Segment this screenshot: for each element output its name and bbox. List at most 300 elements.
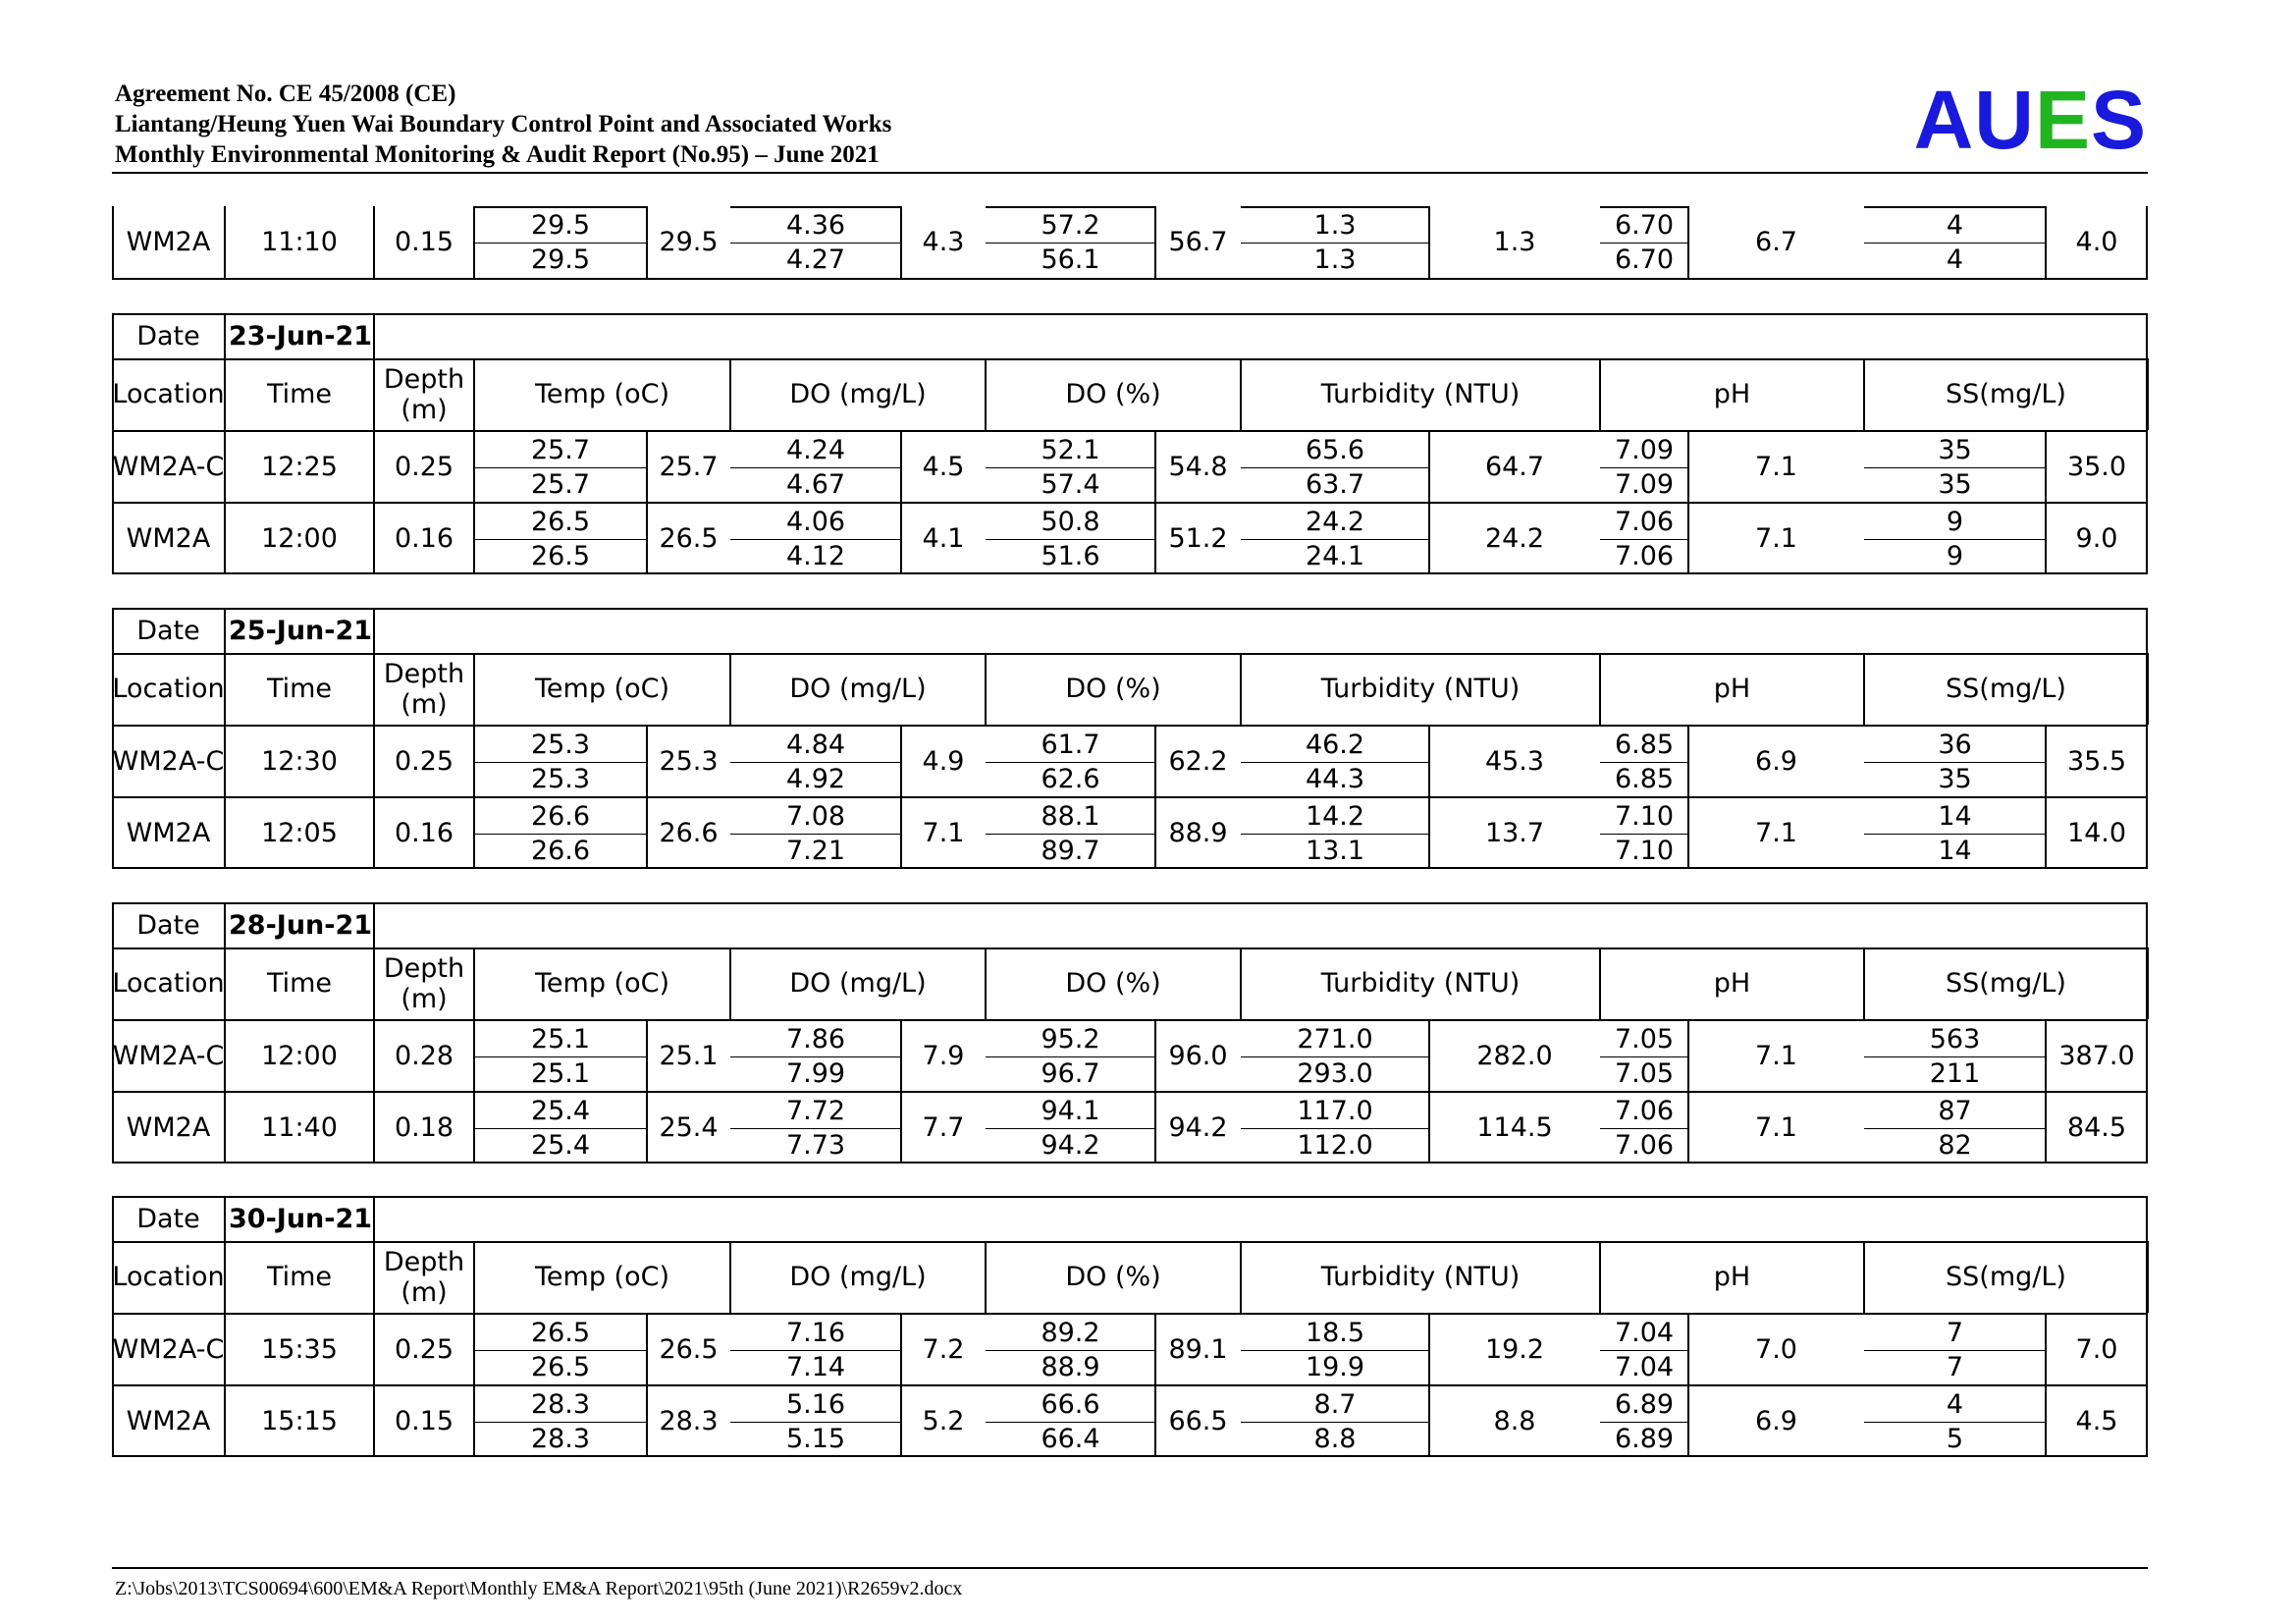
project-title: Liantang/Heung Yuen Wai Boundary Control Point and Associated Works xyxy=(115,111,892,137)
grid-line xyxy=(473,653,475,725)
grid-line xyxy=(1241,1056,1429,1057)
grid-line xyxy=(474,834,647,835)
ss-reading-1: 4 xyxy=(1946,210,1964,241)
turbidity-header: Turbidity (NTU) xyxy=(1320,1262,1521,1292)
temp-reading-2: 28.3 xyxy=(530,1424,591,1454)
temp-reading-1: 25.7 xyxy=(530,435,591,465)
header-rule xyxy=(112,172,2148,174)
grid-line xyxy=(1687,726,1689,797)
temp-header: Temp (oC) xyxy=(535,1262,669,1292)
location-header: Location xyxy=(112,968,225,999)
grid-line xyxy=(224,503,226,574)
grid-line xyxy=(2045,431,2047,503)
depth-header xyxy=(374,358,474,430)
do_mgl-reading-2: 7.99 xyxy=(785,1058,846,1089)
grid-line xyxy=(900,431,902,503)
page-header xyxy=(115,74,2147,172)
time-header: Time xyxy=(266,674,333,704)
depth-header-line1: Depth xyxy=(383,658,465,689)
ph-reading-1: 6.70 xyxy=(1614,210,1675,241)
temp-average: 25.3 xyxy=(659,746,719,777)
ph-reading-1: 7.10 xyxy=(1614,801,1675,832)
grid-line xyxy=(2045,726,2047,797)
grid-line xyxy=(646,1092,648,1164)
depth-cell: 0.15 xyxy=(394,227,454,257)
ss-average: 14.0 xyxy=(2066,818,2127,848)
grid-line xyxy=(986,1350,1155,1351)
grid-line xyxy=(1428,1020,1430,1092)
turbidity-header: Turbidity (NTU) xyxy=(1320,968,1521,999)
do_pct-average: 56.7 xyxy=(1168,227,1228,257)
grid-line xyxy=(1600,467,1688,468)
ph-reading-2: 6.89 xyxy=(1614,1424,1675,1454)
date-label: Date xyxy=(136,909,200,941)
grid-line xyxy=(1864,834,2046,835)
do_pct-header: DO (%) xyxy=(1065,968,1161,999)
grid-line xyxy=(1154,726,1156,797)
ph-reading-1: 7.05 xyxy=(1614,1024,1675,1055)
depth-header xyxy=(374,1241,474,1313)
temp-average: 26.6 xyxy=(659,818,719,848)
grid-line xyxy=(1154,206,1156,278)
grid-line xyxy=(900,1092,902,1164)
grid-line xyxy=(373,1092,375,1164)
date-value: 23-Jun-21 xyxy=(229,320,373,352)
turbidity-reading-2: 1.3 xyxy=(1313,244,1357,275)
grid-line xyxy=(224,608,226,653)
do_pct-reading-2: 88.9 xyxy=(1041,1352,1100,1382)
grid-line xyxy=(1600,539,1688,540)
grid-line xyxy=(224,1020,226,1092)
grid-line xyxy=(1864,539,2046,540)
turbidity-average: 45.3 xyxy=(1484,746,1545,777)
grid-line xyxy=(1428,503,1430,574)
do_mgl-reading-2: 7.21 xyxy=(785,836,846,866)
grid-line xyxy=(1241,1128,1429,1129)
depth-cell: 0.15 xyxy=(394,1406,454,1436)
ss-reading-2: 7 xyxy=(1946,1352,1964,1382)
grid-line xyxy=(986,539,1155,540)
location-header: Location xyxy=(112,1262,225,1292)
temp-reading-1: 25.4 xyxy=(530,1096,591,1126)
grid-line xyxy=(900,503,902,574)
time-cell: 12:05 xyxy=(261,818,338,848)
grid-line xyxy=(1428,206,1430,278)
temp-reading-1: 26.6 xyxy=(530,801,591,832)
turbidity-header: Turbidity (NTU) xyxy=(1320,674,1521,704)
grid-line xyxy=(986,1422,1155,1423)
ss-header: SS(mg/L) xyxy=(1946,1262,2066,1292)
depth-cell: 0.25 xyxy=(394,746,454,777)
grid-line xyxy=(373,726,375,797)
location-header: Location xyxy=(112,379,225,409)
depth-header xyxy=(374,947,474,1019)
grid-line xyxy=(474,539,647,540)
turbidity-average: 114.5 xyxy=(1476,1112,1553,1143)
header-text-block xyxy=(115,79,891,170)
do_mgl-reading-1: 7.86 xyxy=(785,1024,846,1055)
temp-reading-1: 25.1 xyxy=(530,1024,591,1055)
grid-line xyxy=(1241,834,1429,835)
grid-line xyxy=(1864,206,2046,208)
turbidity-average: 1.3 xyxy=(1493,227,1536,257)
grid-line xyxy=(730,834,901,835)
grid-line xyxy=(373,1385,375,1457)
ph-average: 7.1 xyxy=(1755,818,1797,848)
temp-reading-1: 28.3 xyxy=(530,1389,591,1420)
grid-line xyxy=(2147,653,2149,725)
grid-line xyxy=(224,797,226,869)
grid-line xyxy=(224,358,226,430)
grid-line xyxy=(474,1422,647,1423)
depth-cell: 0.16 xyxy=(394,523,454,554)
grid-line xyxy=(473,726,475,797)
do_pct-reading-1: 52.1 xyxy=(1041,435,1100,465)
grid-line xyxy=(900,726,902,797)
ss-reading-2: 211 xyxy=(1929,1058,1981,1089)
turbidity-reading-2: 19.9 xyxy=(1305,1352,1365,1382)
temp-reading-2: 25.3 xyxy=(530,764,591,794)
do_mgl-header: DO (mg/L) xyxy=(789,1262,927,1292)
grid-line xyxy=(646,206,648,278)
ph-average: 6.9 xyxy=(1755,746,1797,777)
do_mgl-header: DO (mg/L) xyxy=(789,968,927,999)
turbidity-reading-1: 14.2 xyxy=(1305,801,1365,832)
grid-line xyxy=(900,1314,902,1385)
do_mgl-reading-2: 5.15 xyxy=(785,1424,846,1454)
grid-line xyxy=(2045,1385,2047,1457)
turbidity-average: 24.2 xyxy=(1484,523,1545,554)
grid-line xyxy=(1864,762,2046,763)
do_pct-reading-2: 51.6 xyxy=(1041,541,1100,571)
location-cell: WM2A xyxy=(126,523,211,554)
grid-line xyxy=(646,431,648,503)
do_mgl-average: 7.1 xyxy=(922,818,965,848)
do_pct-reading-2: 56.1 xyxy=(1041,244,1100,275)
ph-reading-2: 7.09 xyxy=(1614,469,1675,500)
grid-line xyxy=(1241,243,1429,244)
do_pct-average: 51.2 xyxy=(1168,523,1228,554)
grid-line xyxy=(1864,1056,2046,1057)
grid-line xyxy=(1864,1128,2046,1129)
time-cell: 15:15 xyxy=(261,1406,338,1436)
grid-line xyxy=(986,762,1155,763)
location-cell: WM2A-C xyxy=(112,1041,225,1071)
do_mgl-reading-2: 4.27 xyxy=(785,244,846,275)
ph-header: pH xyxy=(1713,1262,1751,1292)
grid-line xyxy=(1241,539,1429,540)
do_pct-reading-1: 57.2 xyxy=(1041,210,1100,241)
grid-line xyxy=(986,1056,1155,1057)
grid-line xyxy=(1428,726,1430,797)
grid-line xyxy=(1154,1314,1156,1385)
grid-line xyxy=(1600,1350,1688,1351)
turbidity-average: 19.2 xyxy=(1484,1334,1545,1365)
grid-line xyxy=(1600,1422,1688,1423)
continued-table xyxy=(112,206,2148,280)
ss-reading-1: 9 xyxy=(1946,507,1964,537)
footer-rule xyxy=(112,1567,2148,1569)
do_mgl-header: DO (mg/L) xyxy=(789,674,927,704)
turbidity-reading-2: 112.0 xyxy=(1297,1130,1373,1161)
do_pct-reading-1: 61.7 xyxy=(1041,730,1100,760)
grid-line xyxy=(473,1241,475,1313)
depth-cell: 0.18 xyxy=(394,1112,454,1143)
grid-line xyxy=(2045,797,2047,869)
ph-average: 6.9 xyxy=(1755,1406,1797,1436)
monitoring-table xyxy=(112,313,2148,574)
do_mgl-reading-2: 4.92 xyxy=(785,764,846,794)
do_pct-header: DO (%) xyxy=(1065,379,1161,409)
grid-line xyxy=(1687,503,1689,574)
ss-header: SS(mg/L) xyxy=(1946,968,2066,999)
ph-header: pH xyxy=(1713,379,1751,409)
temp-reading-1: 25.3 xyxy=(530,730,591,760)
ph-header: pH xyxy=(1713,674,1751,704)
grid-line xyxy=(1241,762,1429,763)
time-cell: 15:35 xyxy=(261,1334,338,1365)
grid-line xyxy=(373,947,375,1019)
do_pct-reading-2: 62.6 xyxy=(1041,764,1100,794)
grid-line xyxy=(224,431,226,503)
grid-line xyxy=(473,206,475,278)
logo-letter: E xyxy=(2034,74,2091,166)
ph-header: pH xyxy=(1713,968,1751,999)
do_mgl-reading-2: 4.67 xyxy=(785,469,846,500)
grid-line xyxy=(1687,431,1689,503)
ss-average: 35.5 xyxy=(2066,746,2127,777)
do_pct-reading-2: 94.2 xyxy=(1041,1130,1100,1161)
grid-line xyxy=(1428,431,1430,503)
grid-line xyxy=(1154,503,1156,574)
location-cell: WM2A-C xyxy=(112,1334,225,1365)
logo-letter: S xyxy=(2090,74,2147,166)
do_pct-header: DO (%) xyxy=(1065,674,1161,704)
temp-reading-2: 25.1 xyxy=(530,1058,591,1089)
do_pct-reading-1: 89.2 xyxy=(1041,1318,1100,1348)
depth-cell: 0.25 xyxy=(394,1334,454,1365)
grid-line xyxy=(1428,1314,1430,1385)
do_pct-reading-1: 50.8 xyxy=(1041,507,1100,537)
turbidity-reading-1: 117.0 xyxy=(1297,1096,1373,1126)
grid-line xyxy=(2045,1314,2047,1385)
location-header: Location xyxy=(112,674,225,704)
temp-header: Temp (oC) xyxy=(535,968,669,999)
grid-line xyxy=(2045,206,2047,278)
do_mgl-reading-2: 7.73 xyxy=(785,1130,846,1161)
grid-line xyxy=(1600,1128,1688,1129)
temp-reading-2: 26.6 xyxy=(530,836,591,866)
turbidity-reading-1: 1.3 xyxy=(1313,210,1357,241)
ph-average: 7.1 xyxy=(1755,1041,1797,1071)
time-cell: 12:00 xyxy=(261,523,338,554)
do_pct-average: 89.1 xyxy=(1168,1334,1228,1365)
grid-line xyxy=(373,1020,375,1092)
grid-line xyxy=(900,797,902,869)
grid-line xyxy=(986,243,1155,244)
grid-line xyxy=(986,1128,1155,1129)
turbidity-average: 282.0 xyxy=(1476,1041,1553,1071)
temp-average: 26.5 xyxy=(659,523,719,554)
do_pct-average: 66.5 xyxy=(1168,1406,1228,1436)
grid-line xyxy=(1864,243,2046,244)
grid-line xyxy=(730,467,901,468)
grid-line xyxy=(900,1020,902,1092)
grid-line xyxy=(986,206,1155,208)
do_pct-reading-2: 89.7 xyxy=(1041,836,1100,866)
grid-line xyxy=(373,1241,375,1313)
grid-line xyxy=(112,278,2148,280)
ss-reading-2: 9 xyxy=(1946,541,1964,571)
grid-line xyxy=(373,1196,375,1241)
turbidity-reading-1: 65.6 xyxy=(1305,435,1365,465)
ph-reading-2: 6.85 xyxy=(1614,764,1675,794)
grid-line xyxy=(1864,467,2046,468)
do_pct-average: 88.9 xyxy=(1168,818,1228,848)
do_mgl-average: 7.7 xyxy=(922,1112,965,1143)
do_pct-header: DO (%) xyxy=(1065,1262,1161,1292)
grid-line xyxy=(474,1350,647,1351)
ss-reading-2: 4 xyxy=(1946,244,1964,275)
depth-header-unit: (m) xyxy=(400,394,448,425)
grid-line xyxy=(730,243,901,244)
ph-average: 6.7 xyxy=(1755,227,1797,257)
ss-reading-1: 14 xyxy=(1938,801,1972,832)
grid-line xyxy=(2045,1092,2047,1164)
ph-reading-1: 7.06 xyxy=(1614,1096,1675,1126)
do_mgl-reading-1: 5.16 xyxy=(785,1389,846,1420)
ph-reading-2: 7.05 xyxy=(1614,1058,1675,1089)
ss-header: SS(mg/L) xyxy=(1946,379,2066,409)
do_pct-reading-1: 66.6 xyxy=(1041,1389,1100,1420)
grid-line xyxy=(2045,503,2047,574)
ss-reading-1: 563 xyxy=(1929,1024,1981,1055)
do_mgl-reading-1: 4.24 xyxy=(785,435,846,465)
report-title: Monthly Environmental Monitoring & Audit Report (No.95) – June 2021 xyxy=(115,141,880,168)
do_mgl-average: 4.3 xyxy=(922,227,965,257)
depth-cell: 0.25 xyxy=(394,452,454,482)
monitoring-table xyxy=(112,608,2148,869)
turbidity-reading-1: 18.5 xyxy=(1305,1318,1365,1348)
turbidity-header: Turbidity (NTU) xyxy=(1320,379,1521,409)
time-cell: 12:30 xyxy=(261,746,338,777)
grid-line xyxy=(646,726,648,797)
grid-line xyxy=(1600,834,1688,835)
grid-line xyxy=(473,358,475,430)
grid-line xyxy=(1600,762,1688,763)
do_pct-average: 94.2 xyxy=(1168,1112,1228,1143)
temp-reading-2: 25.4 xyxy=(530,1130,591,1161)
grid-line xyxy=(1687,206,1689,278)
do_pct-average: 62.2 xyxy=(1168,746,1228,777)
file-path: Z:\Jobs\2013\TCS00694\600\EM&A Report\Monthly EM&A Report\2021\95th (June 2021)\R2659v2.docx xyxy=(115,1578,963,1599)
depth-cell: 0.16 xyxy=(394,818,454,848)
grid-line xyxy=(646,797,648,869)
grid-line xyxy=(986,467,1155,468)
grid-line xyxy=(224,206,226,278)
grid-line xyxy=(474,1128,647,1129)
grid-line xyxy=(2147,358,2149,430)
grid-line xyxy=(1687,1314,1689,1385)
grid-line xyxy=(373,313,375,358)
do_pct-reading-1: 94.1 xyxy=(1041,1096,1100,1126)
grid-line xyxy=(1428,1385,1430,1457)
grid-line xyxy=(1154,797,1156,869)
grid-line xyxy=(646,1020,648,1092)
ss-reading-2: 14 xyxy=(1938,836,1972,866)
grid-line xyxy=(373,206,375,278)
grid-line xyxy=(1864,1350,2046,1351)
grid-line xyxy=(646,1385,648,1457)
grid-line xyxy=(224,313,226,358)
grid-line xyxy=(1428,1092,1430,1164)
date-value: 30-Jun-21 xyxy=(229,1203,373,1234)
ph-average: 7.1 xyxy=(1755,1112,1797,1143)
grid-line xyxy=(224,947,226,1019)
ss-average: 7.0 xyxy=(2075,1334,2118,1365)
ss-average: 4.0 xyxy=(2075,227,2118,257)
grid-line xyxy=(224,1092,226,1164)
do_mgl-reading-1: 7.72 xyxy=(785,1096,846,1126)
grid-line xyxy=(373,608,375,653)
date-label: Date xyxy=(136,320,200,352)
grid-line xyxy=(373,653,375,725)
location-cell: WM2A xyxy=(126,1112,211,1143)
location-cell: WM2A-C xyxy=(112,746,225,777)
turbidity-reading-1: 46.2 xyxy=(1305,730,1365,760)
grid-line xyxy=(1600,243,1688,244)
ss-average: 9.0 xyxy=(2075,523,2118,554)
time-header: Time xyxy=(266,968,333,999)
depth-header-unit: (m) xyxy=(400,983,448,1014)
grid-line xyxy=(224,726,226,797)
grid-line xyxy=(730,1128,901,1129)
do_mgl-average: 4.9 xyxy=(922,746,965,777)
ss-reading-2: 35 xyxy=(1938,764,1972,794)
ss-reading-1: 36 xyxy=(1938,730,1972,760)
grid-line xyxy=(1241,1350,1429,1351)
ss-average: 35.0 xyxy=(2066,452,2127,482)
do_pct-reading-2: 96.7 xyxy=(1041,1058,1100,1089)
turbidity-reading-2: 293.0 xyxy=(1297,1058,1373,1089)
ss-reading-2: 35 xyxy=(1938,469,1972,500)
time-cell: 12:00 xyxy=(261,1041,338,1071)
temp-reading-2: 29.5 xyxy=(530,244,591,275)
do_mgl-average: 4.5 xyxy=(922,452,965,482)
ss-average: 387.0 xyxy=(2058,1041,2135,1071)
grid-line xyxy=(1241,206,1429,208)
grid-line xyxy=(224,1241,226,1313)
grid-line xyxy=(1241,467,1429,468)
grid-line xyxy=(2045,1020,2047,1092)
ph-reading-1: 6.85 xyxy=(1614,730,1675,760)
temp-reading-1: 29.5 xyxy=(530,210,591,241)
turbidity-reading-2: 8.8 xyxy=(1313,1424,1357,1454)
do_pct-average: 54.8 xyxy=(1168,452,1228,482)
grid-line xyxy=(224,1385,226,1457)
turbidity-reading-2: 63.7 xyxy=(1305,469,1365,500)
agreement-number: Agreement No. CE 45/2008 (CE) xyxy=(115,81,456,107)
ss-reading-2: 82 xyxy=(1938,1130,1972,1161)
ph-reading-2: 7.04 xyxy=(1614,1352,1675,1382)
temp-average: 25.4 xyxy=(659,1112,719,1143)
grid-line xyxy=(473,797,475,869)
grid-line xyxy=(473,947,475,1019)
ph-reading-2: 7.06 xyxy=(1614,541,1675,571)
temp-reading-2: 25.7 xyxy=(530,469,591,500)
ph-reading-2: 6.70 xyxy=(1614,244,1675,275)
turbidity-reading-2: 13.1 xyxy=(1305,836,1365,866)
